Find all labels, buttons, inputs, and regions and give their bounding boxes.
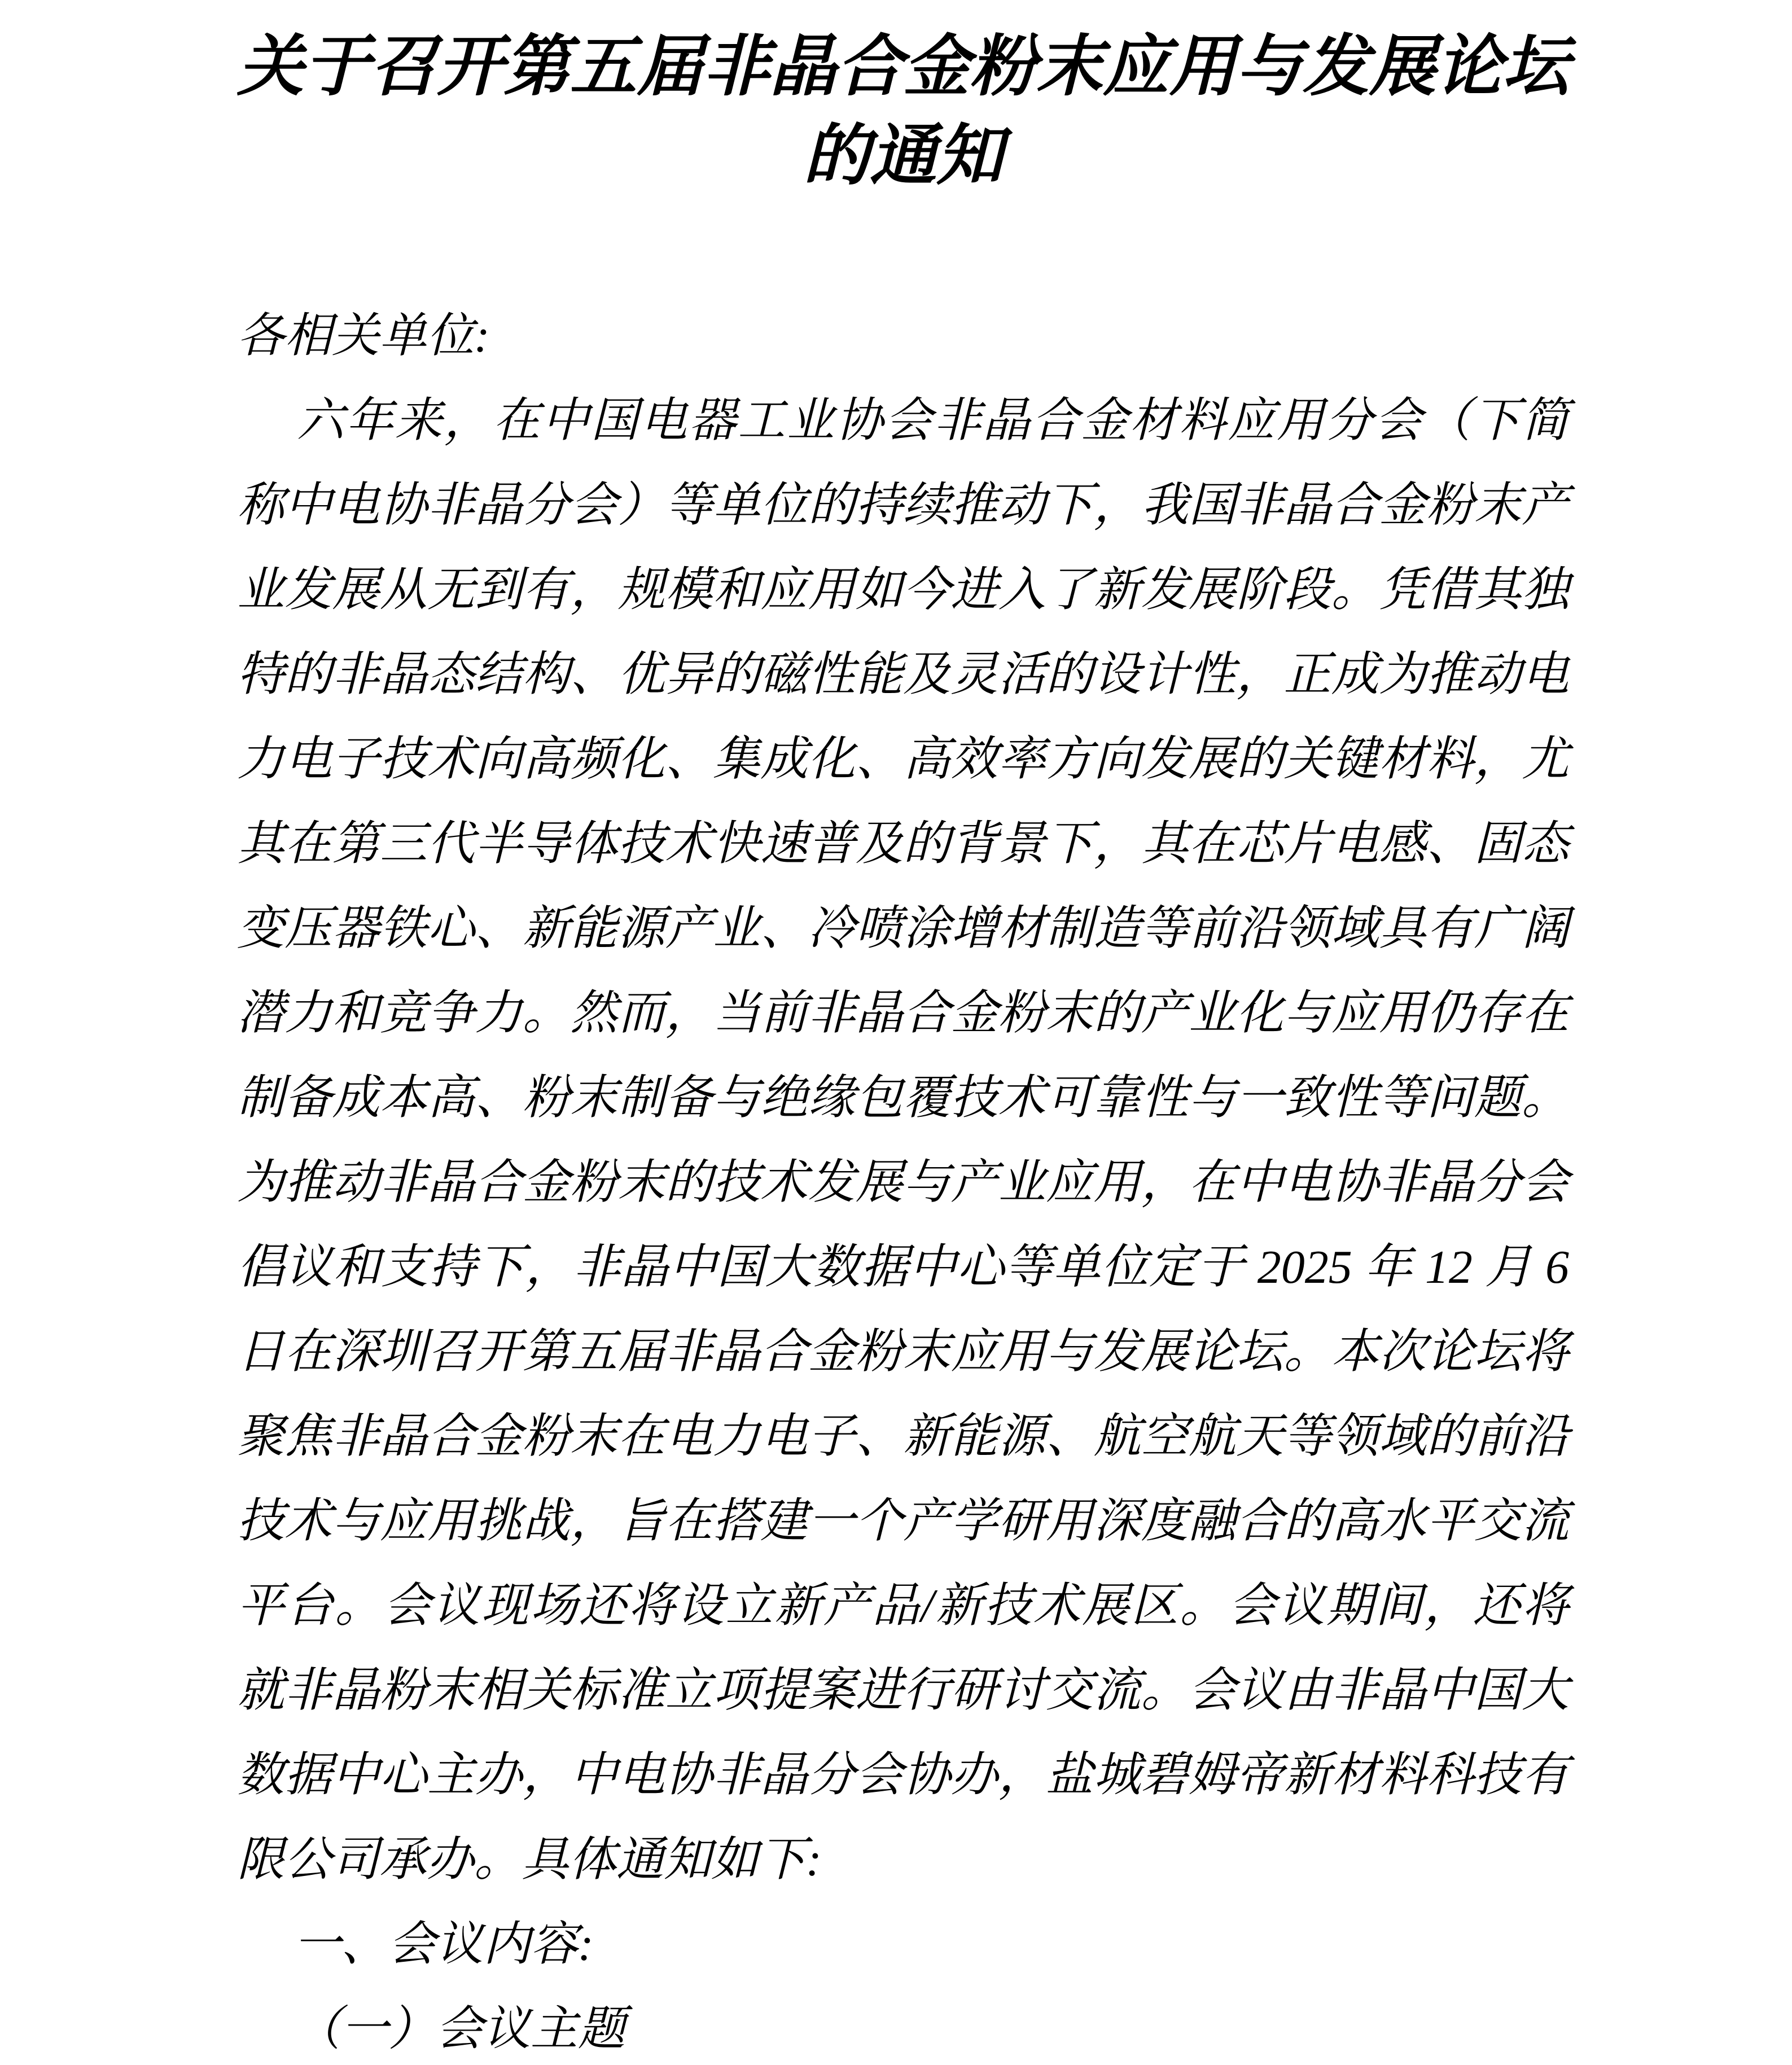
paragraph-line: 制备成本高、粉末制备与绝缘包覆技术可靠性与一致性等问题。 [237,1072,1569,1124]
paragraph-line: 称中电协非晶分会）等单位的持续推动下，我国非晶合金粉末产 [237,479,1569,532]
paragraph-line: 日在深圳召开第五届非晶合金粉末应用与发展论坛。本次论坛将 [237,1326,1569,1378]
title-line-2: 的通知 [803,119,1003,193]
paragraph-line: 力电子技术向高频化、集成化、高效率方向发展的关键材料，尤 [237,733,1569,786]
page-title [237,23,1569,201]
paragraph-line: 六年来，在中国电器工业协会非晶合金材料应用分会（下简 [297,394,1569,447]
title-line-1: 关于召开第五届非晶合金粉末应用与发展论坛 [237,30,1570,104]
paragraph-line: 倡议和支持下，非晶中国大数据中心等单位定于 2025 年 12 月 6 [237,1241,1569,1294]
paragraph-line: 其在第三代半导体技术快速普及的背景下，其在芯片电感、固态 [237,818,1569,870]
subsection-heading: （一）会议主题 [293,2003,626,2055]
notice-body [237,294,1569,2065]
paragraph-line: 技术与应用挑战，旨在搭建一个产学研用深度融合的高水平交流 [237,1495,1569,1547]
paragraph-line: 业发展从无到有，规模和应用如今进入了新发展阶段。凭借其独 [237,564,1569,616]
paragraph-line: 平台。会议现场还将设立新产品/新技术展区。会议期间，还将 [237,1580,1569,1632]
section-heading: 一、会议内容: [293,1918,594,1971]
paragraph-line: 为推动非晶合金粉末的技术发展与产业应用，在中电协非晶分会 [237,1156,1569,1209]
paragraph-line: 变压器铁心、新能源产业、冷喷涂增材制造等前沿领域具有广阔 [237,902,1569,955]
paragraph-line: 聚焦非晶合金粉末在电力电子、新能源、航空航天等领域的前沿 [237,1410,1569,1463]
paragraph-line: 特的非晶态结构、优异的磁性能及灵活的设计性，正成为推动电 [237,648,1569,701]
paragraph-line: 数据中心主办，中电协非晶分会协办，盐城碧姆帝新材料科技有 [237,1749,1569,1801]
greeting-line: 各相关单位: [237,310,490,362]
closing-line: 限公司承办。具体通知如下: [237,1834,822,1886]
paragraph-line: 潜力和竞争力。然而，当前非晶合金粉末的产业化与应用仍存在 [237,987,1569,1040]
paragraph-line: 就非晶粉末相关标准立项提案进行研讨交流。会议由非晶中国大 [237,1664,1569,1717]
